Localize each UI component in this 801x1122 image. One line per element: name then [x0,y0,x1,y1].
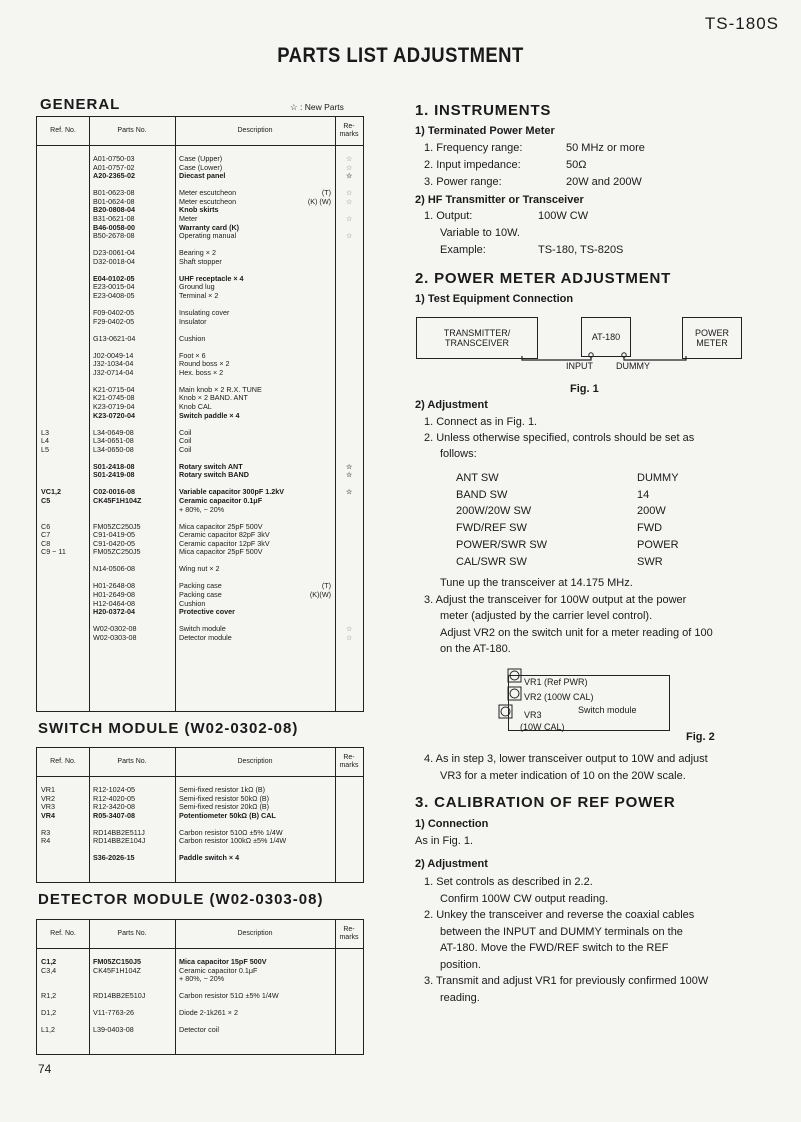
parts-no: H01-2649-08 [93,590,135,599]
description: Ceramic capacitor 0.1μF [179,496,263,505]
header-desc: Description [237,757,273,765]
parts-no: B20-0808-04 [93,205,135,215]
step3-text-b: meter (adjusted by the carrier level control). [440,610,653,622]
input-label: INPUT [566,361,593,371]
variant-note: (T) [321,188,331,198]
parts-no: F29-0402-05 [93,316,135,326]
ref-no: L4 [41,436,49,446]
parts-no: E04-0102-05 [93,273,135,283]
header-remarks: Re- marks [339,122,359,138]
ref-no: R4 [41,836,51,846]
example-value: TS-180, TS-820S [538,244,624,256]
new-part-star-icon: ☆ [346,154,353,163]
description: Bearing × 2 [179,248,216,258]
step1-text: 1. Connect as in Fig. 1. [424,416,538,428]
description: Carbon resistor 100kΩ ±5% 1/4W [179,836,287,846]
ref-no: VR3 [41,802,55,812]
output-label: 1. Output: [424,210,473,222]
parts-no: W02-0302-08 [93,624,137,634]
table-row [37,634,363,642]
description: Foot × 6 [179,350,206,360]
vr3-label: VR3 [524,710,542,720]
parts-no: L34-0651-08 [93,436,134,446]
description: UHF receptacle × 4 [179,273,244,283]
parts-no: N14-0506-08 [93,564,135,574]
hf-transmitter-heading: 2) HF Transmitter or Transceiver [415,194,584,206]
step4-text-a: 4. As in step 3, lower transceiver output to 10W and adjust [424,753,708,765]
table-row [37,172,363,180]
table-header [37,920,363,949]
description: Hex. boss × 2 [179,367,224,377]
parts-no: D23-0061-04 [93,248,135,258]
description: Warranty card (K) [179,222,240,232]
ref-no: VR4 [41,810,55,820]
table-row [37,1009,363,1017]
ref-no: C3,4 [41,965,57,975]
table-row [37,975,363,983]
spec-value: 50Ω [566,159,587,171]
detector-module-title: DETECTOR MODULE (W02-0303-08) [38,891,324,908]
cal-step2-d: position. [440,959,481,971]
parts-no: R12-1024-05 [93,785,135,794]
table-row [37,318,363,326]
cal-step2-c: AT-180. Move the FWD/REF switch to the REF [440,942,669,954]
description: Ceramic capacitor 12pF 3kV [179,538,270,548]
cal-step2-b: between the INPUT and DUMMY terminals on the [440,926,683,938]
step3-text-a: 3. Adjust the transceiver for 100W output at the power [424,594,687,606]
table-header [37,117,363,146]
spec-label: 2. Input impedance: [424,159,521,171]
cal-step1-a: 1. Set controls as described in 2.2. [424,876,593,888]
table-row [37,506,363,514]
description: + 80%, − 20% [179,974,225,984]
header-desc: Description [237,929,273,937]
spec-label: 1. Frequency range: [424,142,523,154]
parts-no: K21-0715-04 [93,384,135,394]
ref-no: C1,2 [41,957,57,966]
table-row [37,854,363,862]
header-remarks: Re- marks [339,753,359,769]
description: Cushion [179,333,206,343]
description: Meter escutcheon [179,196,237,206]
description: Cushion [179,598,206,608]
new-part-star-icon: ☆ [346,624,353,634]
variant-note: (T) [321,581,331,591]
vr2-label: VR2 (100W CAL) [524,692,594,702]
parts-no: F09-0402-05 [93,308,135,317]
description: Protective cover [179,607,235,617]
variant-note: (K) (W) [307,196,331,206]
description: Diode 2-1k261 × 2 [179,1008,238,1018]
parts-no: H01-2648-08 [93,581,135,591]
parts-no: C91-0419-05 [93,530,135,540]
new-part-star-icon: ☆ [346,487,353,497]
ref-no: C9 ~ 11 [41,547,66,557]
switch-module-label: Switch module [578,705,637,715]
header-remarks: Re- marks [339,925,359,941]
new-part-star-icon: ☆ [346,162,353,172]
instruments-heading: 1. INSTRUMENTS [415,102,552,119]
parts-no: L39-0403-08 [93,1025,134,1035]
table-row [37,412,363,420]
at180-box: AT-180 [581,317,631,357]
description: Semi-fixed resistor 1kΩ (B) [179,785,266,794]
new-part-star-icon: ☆ [346,231,353,241]
description: Wing nut × 2 [179,564,220,574]
new-part-star-icon: ☆ [346,214,353,223]
description: Knob CAL [179,402,212,411]
description: Rotary switch BAND [179,470,249,480]
step2-text-a: 2. Unless otherwise specified, controls should be set as [424,432,695,444]
table-row [37,292,363,300]
parts-no: FM05ZC250J5 [93,547,141,557]
parts-no: B01-0624-08 [93,196,135,206]
description: Coil [179,444,192,454]
adjustment-heading: 2) Adjustment [415,399,488,411]
setting-value: FWD [637,522,663,535]
output-value: 100W CW [538,210,589,222]
setting-control: CAL/SWR SW [456,555,527,568]
parts-no: R05-3407-08 [93,810,135,820]
description: Packing case [179,581,222,591]
header-ref: Ref. No. [50,126,76,134]
header-parts: Parts No. [117,757,147,765]
description: Coil [179,436,192,446]
header-ref: Ref. No. [50,757,76,765]
setting-value: POWER [637,538,679,551]
parts-no: RD14BB2E104J [93,836,146,846]
connection-text: As in Fig. 1. [415,835,474,847]
parts-no: C02-0016-08 [93,487,135,497]
cal-step3-b: reading. [440,992,480,1004]
setting-control: BAND SW [456,488,508,501]
new-parts-legend: ☆ : New Parts [290,102,344,112]
description: Mica capacitor 15pF 500V [179,957,267,966]
description: Meter escutcheon [179,188,237,198]
description: Knob × 2 BAND. ANT [179,393,248,403]
ref-no: VC1,2 [41,487,61,497]
ref-no: C6 [41,521,51,531]
description: Ceramic capacitor 82pF 3kV [179,530,270,540]
description: Ceramic capacitor 0.1μF [179,965,258,975]
parts-no: J32-1034-04 [93,359,134,369]
parts-no: CK45F1H104Z [93,496,142,505]
parts-no: CK45F1H104Z [93,965,141,975]
parts-no: A01-0757-02 [93,162,135,172]
parts-no: W02-0303-08 [93,632,137,642]
parts-no: B31-0621-08 [93,214,135,223]
setting-control: POWER/SWR SW [456,538,548,551]
parts-no: R12-3420-08 [93,802,135,812]
ref-no: R1,2 [41,991,57,1001]
spec-value: 50 MHz or more [566,142,645,154]
description: Round boss × 2 [179,359,230,369]
setting-value: DUMMY [637,472,679,484]
ref-no: L1,2 [41,1025,55,1035]
description: Meter [179,214,198,223]
parts-no: J02-0049-14 [93,350,134,360]
ref-no: VR1 [41,785,55,794]
ref-no: D1,2 [41,1008,57,1018]
terminated-power-meter-heading: 1) Terminated Power Meter [415,125,555,137]
description: Case (Upper) [179,154,223,163]
description: Packing case [179,590,222,599]
description: Insulator [179,316,207,326]
power-meter-heading: 2. POWER METER ADJUSTMENT [415,270,672,287]
setting-control: 200W/20W SW [456,505,532,518]
description: Mica capacitor 25pF 500V [179,547,263,557]
ref-no: VR2 [41,793,55,803]
table-row [37,258,363,266]
transmitter-box: TRANSMITTER/ TRANSCEIVER [416,317,538,359]
description: Semi-fixed resistor 20kΩ (B) [179,802,270,812]
setting-control: FWD/REF SW [456,522,527,535]
parts-no: K23-0719-04 [93,402,135,411]
new-part-star-icon: ☆ [346,461,353,471]
description: Carbon resistor 51Ω ±5% 1/4W [179,991,279,1001]
table-row [37,837,363,845]
dummy-label: DUMMY [616,361,650,371]
variable-text: Variable to 10W. [440,227,520,239]
general-parts-table [36,116,364,712]
step3-text-d: on the AT-180. [440,643,511,655]
parts-no: E23-0408-05 [93,291,135,300]
parts-no: K23-0720-04 [93,410,135,420]
table-row [37,206,363,214]
tune-text: Tune up the transceiver at 14.175 MHz. [440,577,633,589]
table-row [37,1026,363,1034]
general-title: GENERAL [40,96,121,113]
parts-no: FM05ZC250J5 [93,521,141,531]
table-row [37,608,363,616]
description: Shaft stopper [179,256,222,266]
parts-no: G13-0621-04 [93,333,136,343]
test-equipment-heading: 1) Test Equipment Connection [415,293,574,305]
setting-value: 200W [637,505,666,518]
header-parts: Parts No. [117,929,147,937]
parts-no: C91-0420-05 [93,538,135,548]
parts-no: S36-2026-15 [93,853,135,863]
step3-text-c: Adjust VR2 on the switch unit for a meter reading of 100 [440,627,713,639]
header-desc: Description [237,126,273,134]
parts-no: B46-0058-00 [93,222,135,232]
spec-value: 20W and 200W [566,176,642,188]
description: Switch paddle × 4 [179,410,240,420]
table-row [37,471,363,479]
description: Main knob × 2 R.X. TUNE [179,384,262,394]
connection-heading: 1) Connection [415,818,489,830]
parts-no: H20-0372-04 [93,607,135,617]
setting-control: ANT SW [456,472,499,484]
setting-value: 14 [637,488,650,501]
parts-no: E23-0015-04 [93,282,135,292]
new-part-star-icon: ☆ [346,196,353,206]
ref-no: C5 [41,496,51,505]
parts-no: A01-0750-03 [93,154,135,163]
table-row [37,369,363,377]
parts-no: H12-0464-08 [93,598,135,608]
switch-module-table [36,747,364,883]
cal-step3-a: 3. Transmit and adjust VR1 for previously confirmed 100W [424,975,709,987]
parts-no: L34-0650-08 [93,444,134,454]
detector-module-table [36,919,364,1055]
vr1-label: VR1 (Ref PWR) [524,677,588,687]
ref-no: R3 [41,827,51,837]
new-part-star-icon: ☆ [346,188,353,198]
table-row [37,335,363,343]
ref-no: L3 [41,427,49,437]
parts-no: RD14BB2E510J [93,991,146,1001]
new-part-star-icon: ☆ [346,632,353,642]
new-part-star-icon: ☆ [346,470,353,480]
description: Detector coil [179,1025,219,1035]
parts-no: S01-2418-08 [93,461,135,471]
ref-no: L5 [41,444,49,454]
parts-no: B01-0623-08 [93,188,135,198]
description: Mica capacitor 25pF 500V [179,521,263,531]
table-row [37,565,363,573]
parts-no: K21-0745-08 [93,393,135,403]
table-row [37,992,363,1000]
table-header [37,748,363,777]
parts-no: FM05ZC150J5 [93,957,141,966]
step2-text-b: follows: [440,448,477,460]
vr3-cal-label: (10W CAL) [520,722,565,732]
parts-no: S01-2419-08 [93,470,135,480]
description: Switch module [179,624,226,634]
description: Diecast panel [179,171,226,181]
ref-no: C8 [41,538,51,548]
switch-module-title: SWITCH MODULE (W02-0302-08) [38,720,299,737]
description: Case (Lower) [179,162,223,172]
ref-no: C7 [41,530,51,540]
parts-no: L34-0649-08 [93,427,134,437]
cal-step2-a: 2. Unkey the transceiver and reverse the coaxial cables [424,909,695,921]
cal-step1-b: Confirm 100W CW output reading. [440,893,609,905]
table-row [37,232,363,240]
description: + 80%, − 20% [179,504,225,514]
parts-no: V11-7763-26 [93,1008,135,1018]
description: Variable capacitor 300pF 1.2kV [179,487,285,497]
calibration-adjustment-heading: 2) Adjustment [415,858,488,870]
description: Detector module [179,632,232,642]
page-number: 74 [38,1062,52,1076]
description: Potentiometer 50kΩ (B) CAL [179,810,276,820]
example-label: Example: [440,244,486,256]
setting-value: SWR [637,555,663,568]
step4-text-b: VR3 for a meter indication of 10 on the 20W scale. [440,770,686,782]
model-number: TS-180S [704,14,779,33]
parts-no: RD14BB2E511J [93,827,145,837]
description: Coil [179,427,192,437]
header-parts: Parts No. [117,126,147,134]
description: Semi-fixed resistor 50kΩ (B) [179,793,270,803]
description: Terminal × 2 [179,291,219,300]
description: Operating manual [179,231,237,241]
parts-no: D32-0018-04 [93,256,135,266]
page-title: PARTS LIST ADJUSTMENT [277,44,524,67]
calibration-heading: 3. CALIBRATION OF REF POWER [415,794,676,811]
parts-no: B50-2678-08 [93,231,135,241]
parts-no: A20-2365-02 [93,171,135,181]
variant-note: (K)(W) [309,590,331,599]
table-row [37,429,363,437]
new-part-star-icon: ☆ [346,171,353,181]
fig2-caption: Fig. 2 [686,731,715,743]
description: Paddle switch × 4 [179,853,240,863]
header-ref: Ref. No. [50,929,76,937]
parts-no: J32-0714-04 [93,367,134,377]
description: Knob skirts [179,205,219,215]
fig1-caption: Fig. 1 [570,383,599,395]
parts-no: R12-4020-05 [93,793,135,803]
table-row [37,446,363,454]
description: Insulating cover [179,308,230,317]
table-row [37,812,363,820]
description: Rotary switch ANT [179,461,243,471]
description: Carbon resistor 510Ω ±5% 1/4W [179,827,283,837]
table-row [37,548,363,556]
table-row [37,437,363,445]
power-meter-box: POWER METER [682,317,742,359]
description: Ground lug [179,282,215,292]
spec-label: 3. Power range: [424,176,502,188]
